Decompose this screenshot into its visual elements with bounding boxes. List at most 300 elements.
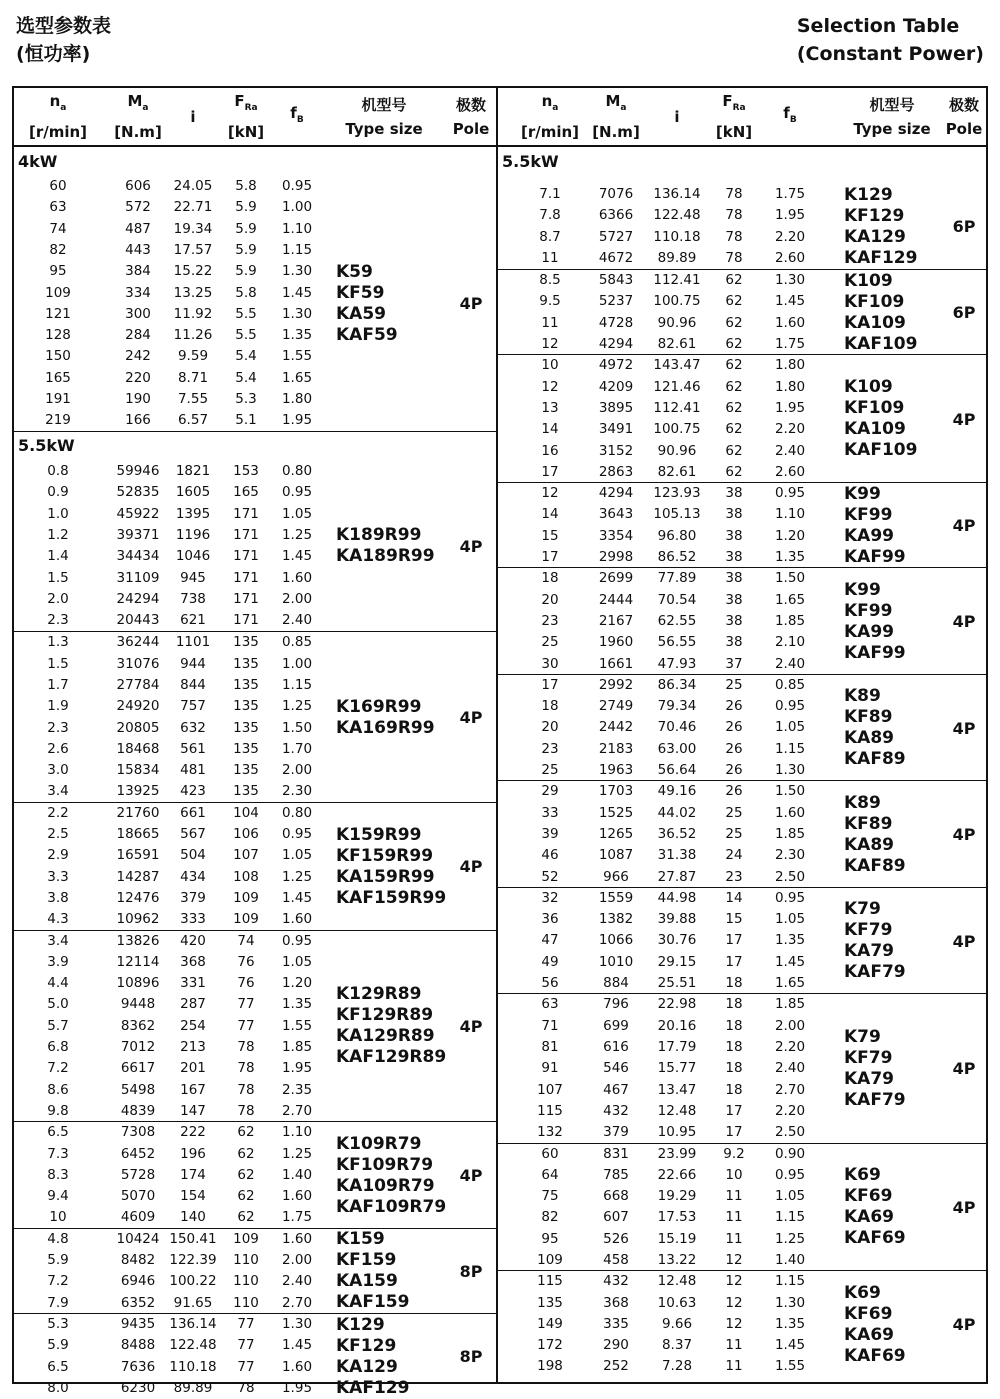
type-size: K169R99: [336, 696, 422, 717]
cell-ratio: 287: [180, 996, 206, 1013]
type-size-list: [844, 1144, 906, 1272]
cell-speed: 2.6: [47, 740, 69, 757]
type-size: KA109: [844, 312, 906, 333]
cell-radial-load: 104: [233, 804, 259, 821]
type-size: KAF89: [844, 855, 906, 876]
type-size: KF109R79: [336, 1154, 434, 1175]
cell-service-factor: 1.30: [281, 263, 313, 280]
cell-service-factor: 1.65: [774, 975, 806, 992]
table-row: [498, 526, 986, 547]
cell-speed: 132: [537, 1124, 563, 1141]
cell-service-factor: 1.45: [774, 953, 806, 970]
cell-radial-load: 135: [233, 655, 259, 672]
cell-radial-load: 107: [233, 847, 259, 864]
cell-service-factor: 1.15: [281, 676, 313, 693]
cell-radial-load: 5.4: [235, 348, 257, 365]
table-row: [498, 994, 986, 1015]
model-group: [498, 567, 986, 675]
header-fra-fra_unit: [kN]: [715, 123, 753, 141]
table-row: [498, 483, 986, 504]
cell-radial-load: 5.9: [235, 199, 257, 216]
model-group: [498, 269, 986, 355]
cell-ratio: 1605: [175, 484, 211, 501]
cell-torque: 467: [603, 1081, 629, 1098]
cell-radial-load: 135: [233, 676, 259, 693]
cell-torque: 20443: [116, 612, 160, 629]
pole-value: 4P: [952, 1197, 976, 1217]
cell-ratio: 96.80: [657, 527, 697, 544]
cell-service-factor: 1.95: [774, 399, 806, 416]
table-row: [498, 654, 986, 675]
cell-service-factor: 1.95: [281, 1379, 313, 1396]
cell-ratio: 1395: [175, 505, 211, 522]
cell-speed: 12: [541, 378, 559, 395]
cell-service-factor: 1.45: [281, 284, 313, 301]
cell-speed: 18: [541, 698, 559, 715]
cell-service-factor: 1.75: [774, 336, 806, 353]
cell-torque: 31109: [116, 569, 160, 586]
type-size-list: [336, 1314, 409, 1399]
table-row: [14, 1378, 496, 1399]
cell-torque: 14287: [116, 868, 160, 885]
type-size-list: [844, 675, 906, 782]
cell-torque: 300: [125, 305, 151, 322]
cell-radial-load: 5.8: [235, 284, 257, 301]
cell-speed: 16: [541, 442, 559, 459]
cell-speed: 95: [49, 263, 67, 280]
cell-torque: 6452: [120, 1145, 156, 1162]
type-size: KA79: [844, 941, 894, 962]
cell-torque: 21760: [116, 804, 160, 821]
cell-torque: 27784: [116, 676, 160, 693]
cell-radial-load: 38: [725, 570, 743, 587]
cell-speed: 4.8: [47, 1230, 69, 1247]
table-row: [498, 1271, 986, 1292]
cell-ratio: 24.05: [173, 178, 213, 194]
table-row: [14, 1293, 496, 1314]
cell-service-factor: 1.00: [281, 199, 313, 216]
header-i-i: i: [674, 107, 680, 126]
cell-torque: 458: [603, 1252, 629, 1268]
cell-torque: 15834: [116, 762, 160, 779]
cell-torque: 13925: [116, 783, 160, 800]
pole-value: 4P: [459, 708, 483, 728]
model-group: [498, 993, 986, 1143]
cell-speed: 32: [541, 889, 559, 906]
cell-torque: 7308: [120, 1124, 156, 1141]
cell-service-factor: 2.40: [281, 1273, 313, 1290]
cell-ratio: 143.47: [653, 357, 701, 374]
cell-ratio: 12.48: [657, 1273, 697, 1290]
cell-radial-load: 9.2: [723, 1145, 745, 1162]
header-type-type_en: Type size: [345, 119, 423, 138]
cell-speed: 115: [537, 1273, 563, 1290]
cell-speed: 1.2: [47, 526, 69, 543]
cell-ratio: 30.76: [657, 932, 697, 949]
header-i-i: i: [190, 107, 196, 126]
cell-speed: 64: [541, 1166, 559, 1183]
cell-radial-load: 62: [237, 1188, 255, 1205]
cell-speed: 109: [45, 284, 71, 301]
cell-torque: 4609: [120, 1209, 156, 1226]
cell-speed: 5.7: [47, 1017, 69, 1034]
type-size-list: [844, 994, 906, 1143]
header-pole-pole_cn: 极数: [455, 95, 486, 114]
cell-service-factor: 2.70: [774, 1081, 806, 1098]
table-header: [14, 88, 496, 147]
cell-speed: 36: [541, 911, 559, 928]
cell-speed: 56: [541, 975, 559, 992]
cell-ratio: 56.64: [657, 762, 697, 779]
type-size: KF99: [844, 600, 893, 621]
type-size: K189R99: [336, 525, 422, 546]
cell-service-factor: 0.95: [774, 1166, 806, 1183]
cell-ratio: 1046: [175, 548, 211, 565]
cell-service-factor: 1.05: [774, 719, 806, 736]
cell-ratio: 29.15: [657, 953, 697, 970]
cell-torque: 616: [603, 1038, 629, 1055]
cell-torque: 9435: [120, 1316, 156, 1332]
cell-service-factor: 1.65: [774, 591, 806, 608]
cell-torque: 5237: [598, 293, 634, 310]
cell-service-factor: 1.25: [281, 698, 313, 715]
cell-torque: 13826: [116, 932, 160, 949]
cell-ratio: 112.41: [653, 272, 701, 289]
cell-speed: 63: [541, 996, 559, 1013]
cell-ratio: 12.48: [657, 1102, 697, 1119]
cell-radial-load: 12: [725, 1315, 743, 1332]
cell-service-factor: 1.60: [281, 569, 313, 586]
table-row: [498, 739, 986, 760]
cell-service-factor: 1.20: [281, 975, 313, 992]
cell-radial-load: 5.8: [235, 178, 257, 194]
cell-speed: 4.3: [47, 911, 69, 928]
cell-torque: 572: [125, 199, 151, 216]
cell-torque: 606: [125, 178, 151, 194]
pole-value: 4P: [459, 294, 483, 314]
cell-service-factor: 0.95: [281, 826, 313, 843]
section-divider: [14, 431, 496, 432]
cell-speed: 3.3: [47, 868, 69, 885]
cell-service-factor: 0.95: [774, 485, 806, 502]
cell-service-factor: 2.40: [774, 442, 806, 459]
cell-torque: 2863: [598, 463, 634, 480]
table-row: [498, 824, 986, 845]
cell-speed: 10: [49, 1209, 67, 1226]
model-group: [14, 631, 496, 802]
model-group: [498, 1270, 986, 1378]
cell-radial-load: 18: [725, 1060, 743, 1077]
model-group: [14, 802, 496, 931]
cell-service-factor: 1.45: [281, 1337, 313, 1354]
header-fb-main: f: [290, 104, 297, 122]
cell-service-factor: 1.35: [774, 1315, 806, 1332]
type-size: KF109: [844, 291, 905, 312]
cell-speed: 33: [541, 804, 559, 821]
cell-ratio: 621: [180, 612, 206, 629]
cell-service-factor: 1.45: [281, 889, 313, 906]
header-pole-pole_en: Pole: [452, 119, 490, 138]
type-size-list: [844, 888, 906, 995]
cell-radial-load: 38: [725, 485, 743, 502]
cell-torque: 3354: [598, 527, 634, 544]
cell-service-factor: 1.55: [281, 348, 313, 365]
cell-service-factor: 1.75: [281, 1209, 313, 1226]
cell-torque: 290: [603, 1337, 629, 1354]
cell-speed: 7.3: [47, 1145, 69, 1162]
cell-ratio: 1196: [175, 526, 211, 543]
cell-torque: 10424: [116, 1230, 160, 1247]
cell-torque: 45922: [116, 505, 160, 522]
type-size: KAF69: [844, 1228, 906, 1249]
cell-ratio: 11.26: [173, 327, 213, 344]
cell-service-factor: 1.20: [774, 527, 806, 544]
type-size: KF69: [844, 1303, 893, 1324]
header-m-main: M: [605, 92, 621, 110]
cell-radial-load: 11: [725, 1188, 743, 1205]
cell-speed: 5.9: [47, 1252, 69, 1269]
cell-ratio: 738: [180, 590, 206, 607]
cell-ratio: 63.00: [657, 740, 697, 757]
table-row: [498, 568, 986, 589]
cell-speed: 2.9: [47, 847, 69, 864]
header-fb-symbol: [783, 101, 796, 132]
cell-speed: 20: [541, 591, 559, 608]
cell-ratio: 89.89: [657, 249, 697, 266]
cell-service-factor: 2.35: [281, 1081, 313, 1098]
cell-torque: 2444: [598, 591, 634, 608]
table-row: [14, 1357, 496, 1378]
pole-value: 8P: [459, 1347, 483, 1367]
cell-speed: 2.3: [47, 719, 69, 736]
type-size: KAF79: [844, 1089, 906, 1110]
cell-ratio: 22.66: [657, 1166, 697, 1183]
cell-service-factor: 1.80: [774, 357, 806, 374]
cell-torque: 1382: [598, 911, 634, 928]
title-en-sub: (Constant Power): [796, 43, 984, 65]
cell-torque: 20805: [116, 719, 160, 736]
type-size: KA99: [844, 621, 894, 642]
cell-torque: 8482: [120, 1252, 156, 1269]
cell-torque: 1066: [598, 932, 634, 949]
table-row: [498, 1207, 986, 1228]
cell-radial-load: 77: [237, 996, 255, 1013]
pole-value: 4P: [459, 1016, 483, 1036]
type-size-list: [336, 461, 435, 631]
cell-ratio: 368: [180, 953, 206, 970]
table-row: [498, 1016, 986, 1037]
model-group: [498, 184, 986, 269]
cell-radial-load: 78: [725, 249, 743, 266]
cell-service-factor: 1.45: [774, 1337, 806, 1354]
cell-speed: 2.5: [47, 826, 69, 843]
cell-torque: 2699: [598, 570, 634, 587]
cell-service-factor: 1.95: [281, 412, 313, 429]
cell-ratio: 11.92: [173, 305, 213, 322]
cell-speed: 8.6: [47, 1081, 69, 1098]
cell-speed: 7.8: [539, 207, 561, 224]
cell-ratio: 15.77: [657, 1060, 697, 1077]
type-size: KA159: [336, 1271, 398, 1292]
cell-service-factor: 1.00: [281, 655, 313, 672]
table-row: [498, 888, 986, 909]
header-n-main: n: [49, 92, 61, 110]
cell-torque: 220: [125, 369, 151, 386]
cell-torque: 7076: [598, 186, 634, 202]
table-row: [498, 1229, 986, 1250]
cell-torque: 6230: [120, 1379, 156, 1396]
cell-ratio: 22.98: [657, 996, 697, 1013]
cell-speed: 6.8: [47, 1039, 69, 1056]
cell-ratio: 201: [180, 1060, 206, 1077]
type-size: KF69: [844, 1186, 893, 1207]
cell-speed: 9.8: [47, 1102, 69, 1119]
cell-speed: 6.5: [47, 1358, 69, 1375]
cell-torque: 18468: [116, 740, 160, 757]
table-row: [498, 1335, 986, 1356]
cell-radial-load: 62: [725, 293, 743, 310]
table-row: [498, 717, 986, 738]
cell-service-factor: 0.95: [281, 178, 313, 194]
cell-radial-load: 11: [725, 1358, 743, 1375]
cell-service-factor: 1.85: [774, 612, 806, 629]
type-size: KF79: [844, 1047, 893, 1068]
cell-speed: 25: [541, 634, 559, 651]
table-row: [498, 1080, 986, 1101]
cell-torque: 2167: [598, 612, 634, 629]
cell-service-factor: 2.10: [774, 634, 806, 651]
cell-speed: 91: [541, 1060, 559, 1077]
header-n-n_unit: [r/min]: [520, 123, 580, 141]
left-table-column: [14, 88, 496, 1398]
header-m-m_unit: [N.m]: [592, 123, 640, 141]
cell-speed: 5.0: [47, 996, 69, 1013]
cell-ratio: 632: [180, 719, 206, 736]
cell-radial-load: 135: [233, 740, 259, 757]
table-row: [498, 547, 986, 568]
header-m-main: M: [127, 92, 143, 110]
type-size: KA109R79: [336, 1175, 435, 1196]
cell-radial-load: 26: [725, 762, 743, 779]
cell-ratio: 136.14: [169, 1316, 217, 1332]
model-group: [14, 461, 496, 631]
pole-value: 6P: [952, 217, 976, 237]
header-fb-sub: B: [789, 115, 797, 125]
cell-torque: 785: [603, 1166, 629, 1183]
cell-radial-load: 78: [725, 228, 743, 245]
title-english: [797, 12, 984, 68]
cell-service-factor: 2.20: [774, 228, 806, 245]
cell-torque: 6352: [120, 1294, 156, 1311]
type-size: KAF159R99: [336, 887, 447, 908]
cell-ratio: 23.99: [657, 1145, 697, 1162]
header-m-m_unit: [N.m]: [114, 123, 162, 141]
type-size: KA109: [844, 419, 906, 440]
cell-speed: 75: [541, 1188, 559, 1205]
type-size: K109: [844, 270, 893, 291]
cell-torque: 7636: [120, 1358, 156, 1375]
cell-radial-load: 38: [725, 591, 743, 608]
type-size: KF59: [336, 282, 385, 303]
cell-service-factor: 1.05: [281, 847, 313, 864]
cell-radial-load: 62: [725, 421, 743, 438]
cell-torque: 6946: [120, 1273, 156, 1290]
cell-ratio: 86.34: [657, 676, 697, 693]
cell-ratio: 8.71: [177, 369, 209, 386]
cell-ratio: 47.93: [657, 655, 697, 672]
cell-torque: 334: [125, 284, 151, 301]
cell-service-factor: 1.05: [774, 911, 806, 928]
cell-speed: 49: [541, 953, 559, 970]
cell-torque: 526: [603, 1230, 629, 1247]
cell-speed: 8.7: [539, 228, 561, 245]
cell-speed: 4.4: [47, 975, 69, 992]
header-m-sub: a: [620, 103, 627, 113]
type-size: KAF109: [844, 333, 918, 354]
type-size: K159: [336, 1229, 385, 1250]
cell-speed: 5.9: [47, 1337, 69, 1354]
type-size: K59: [336, 261, 373, 282]
cell-radial-load: 62: [237, 1124, 255, 1141]
cell-speed: 3.4: [47, 783, 69, 800]
cell-torque: 2183: [598, 740, 634, 757]
type-size: KA159R99: [336, 866, 435, 887]
cell-radial-load: 74: [237, 932, 255, 949]
type-size-list: [844, 270, 917, 355]
cell-radial-load: 78: [237, 1039, 255, 1056]
cell-ratio: 13.47: [657, 1081, 697, 1098]
header-n-symbol: [50, 89, 67, 120]
cell-ratio: 86.52: [657, 549, 697, 566]
cell-ratio: 150.41: [169, 1230, 217, 1247]
type-size-list: [844, 355, 917, 483]
pole-value: 4P: [952, 825, 976, 845]
cell-service-factor: 1.35: [774, 549, 806, 566]
cell-ratio: 82.61: [657, 336, 697, 353]
cell-ratio: 7.55: [177, 391, 209, 407]
type-size: KF79: [844, 920, 893, 941]
model-group: [14, 1121, 496, 1229]
cell-radial-load: 78: [237, 1060, 255, 1077]
cell-speed: 15: [541, 527, 559, 544]
cell-ratio: 70.46: [657, 719, 697, 736]
cell-torque: 487: [125, 220, 151, 237]
cell-radial-load: 171: [233, 612, 259, 629]
cell-service-factor: 1.60: [281, 1230, 313, 1247]
cell-speed: 3.4: [47, 932, 69, 949]
cell-speed: 11: [541, 314, 559, 331]
table-row: [498, 675, 986, 696]
cell-torque: 831: [603, 1145, 629, 1162]
header-n-symbol: [542, 89, 559, 120]
cell-radial-load: 62: [725, 399, 743, 416]
cell-speed: 2.0: [47, 590, 69, 607]
cell-radial-load: 106: [233, 826, 259, 843]
cell-radial-load: 62: [725, 463, 743, 480]
cell-radial-load: 171: [233, 548, 259, 565]
table-row: [498, 952, 986, 973]
cell-service-factor: 1.50: [774, 783, 806, 800]
cell-ratio: 434: [180, 868, 206, 885]
cell-radial-load: 5.4: [235, 369, 257, 386]
type-size-list: [844, 483, 906, 568]
cell-ratio: 17.57: [173, 241, 213, 258]
cell-torque: 5498: [120, 1081, 156, 1098]
cell-ratio: 91.65: [173, 1294, 213, 1311]
type-size: KA69: [844, 1324, 894, 1345]
cell-service-factor: 1.30: [281, 305, 313, 322]
header-fra-fra_unit: [kN]: [227, 123, 265, 141]
